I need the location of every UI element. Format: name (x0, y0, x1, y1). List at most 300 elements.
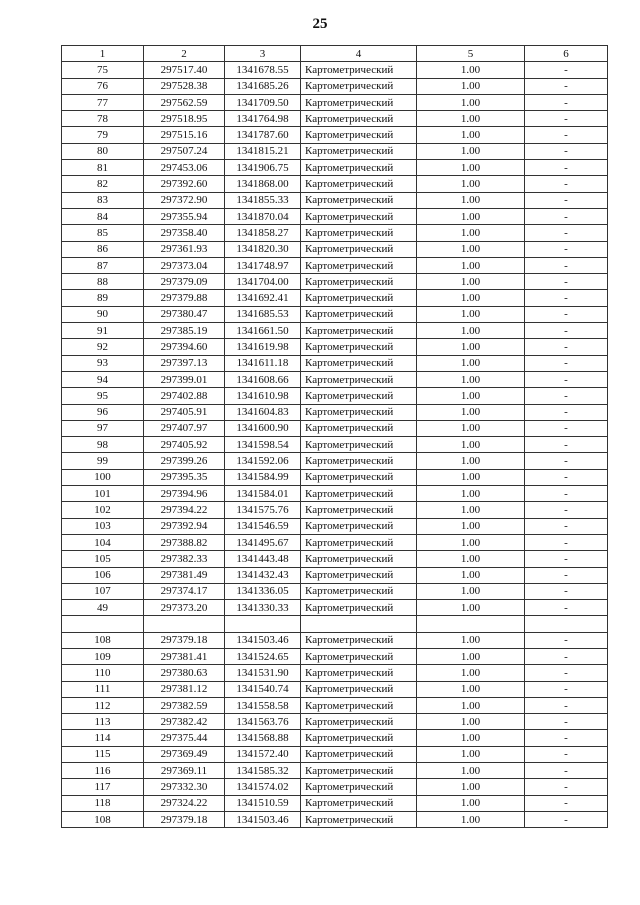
note-cell: - (525, 78, 608, 94)
x-coordinate-cell: 297373.04 (144, 257, 225, 273)
note-cell: - (525, 323, 608, 339)
x-coordinate-cell: 297382.33 (144, 551, 225, 567)
table-row (62, 632, 608, 648)
note-cell: - (525, 518, 608, 534)
x-coordinate-cell: 297397.13 (144, 355, 225, 371)
point-number-cell: 112 (62, 697, 144, 713)
point-number-cell: 95 (62, 388, 144, 404)
method-cell: Картометрический (301, 420, 417, 436)
point-number-cell: 117 (62, 779, 144, 795)
y-coordinate-cell: 1341568.88 (225, 730, 301, 746)
accuracy-cell: 1.00 (417, 127, 525, 143)
method-cell: Картометрический (301, 518, 417, 534)
accuracy-cell: 1.00 (417, 437, 525, 453)
method-cell (301, 616, 417, 632)
point-number-cell: 101 (62, 486, 144, 502)
y-coordinate-cell: 1341611.18 (225, 355, 301, 371)
method-cell: Картометрический (301, 339, 417, 355)
y-coordinate-cell: 1341503.46 (225, 632, 301, 648)
column-header: 2 (144, 46, 225, 62)
accuracy-cell: 1.00 (417, 388, 525, 404)
note-cell: - (525, 681, 608, 697)
note-cell: - (525, 257, 608, 273)
table-row (62, 290, 608, 306)
accuracy-cell: 1.00 (417, 714, 525, 730)
accuracy-cell: 1.00 (417, 763, 525, 779)
accuracy-cell: 1.00 (417, 290, 525, 306)
y-coordinate-cell: 1341510.59 (225, 795, 301, 811)
y-coordinate-cell: 1341608.66 (225, 371, 301, 387)
x-coordinate-cell: 297405.92 (144, 437, 225, 453)
table-row (62, 274, 608, 290)
method-cell: Картометрический (301, 583, 417, 599)
accuracy-cell: 1.00 (417, 486, 525, 502)
accuracy-cell: 1.00 (417, 502, 525, 518)
method-cell: Картометрический (301, 290, 417, 306)
note-cell: - (525, 62, 608, 78)
method-cell: Картометрический (301, 648, 417, 664)
x-coordinate-cell: 297394.60 (144, 339, 225, 355)
note-cell: - (525, 420, 608, 436)
accuracy-cell: 1.00 (417, 78, 525, 94)
y-coordinate-cell: 1341685.26 (225, 78, 301, 94)
point-number-cell: 104 (62, 534, 144, 550)
y-coordinate-cell: 1341495.67 (225, 534, 301, 550)
table-row (62, 779, 608, 795)
x-coordinate-cell: 297380.63 (144, 665, 225, 681)
accuracy-cell: 1.00 (417, 648, 525, 664)
accuracy-cell: 1.00 (417, 632, 525, 648)
method-cell: Картометрический (301, 763, 417, 779)
x-coordinate-cell: 297381.12 (144, 681, 225, 697)
point-number-cell: 79 (62, 127, 144, 143)
point-number-cell: 82 (62, 176, 144, 192)
y-coordinate-cell: 1341600.90 (225, 420, 301, 436)
accuracy-cell: 1.00 (417, 323, 525, 339)
accuracy-cell: 1.00 (417, 274, 525, 290)
table-row (62, 665, 608, 681)
point-number-cell: 85 (62, 225, 144, 241)
method-cell: Картометрический (301, 323, 417, 339)
x-coordinate-cell: 297399.01 (144, 371, 225, 387)
method-cell: Картометрический (301, 795, 417, 811)
table-row (62, 763, 608, 779)
point-number-cell: 80 (62, 143, 144, 159)
note-cell: - (525, 111, 608, 127)
x-coordinate-cell: 297375.44 (144, 730, 225, 746)
accuracy-cell: 1.00 (417, 339, 525, 355)
x-coordinate-cell: 297374.17 (144, 583, 225, 599)
note-cell: - (525, 665, 608, 681)
method-cell: Картометрический (301, 176, 417, 192)
accuracy-cell (417, 616, 525, 632)
table-row (62, 404, 608, 420)
point-number-cell: 108 (62, 632, 144, 648)
y-coordinate-cell: 1341692.41 (225, 290, 301, 306)
x-coordinate-cell: 297358.40 (144, 225, 225, 241)
point-number-cell: 94 (62, 371, 144, 387)
y-coordinate-cell: 1341563.76 (225, 714, 301, 730)
point-number-cell: 106 (62, 567, 144, 583)
note-cell: - (525, 730, 608, 746)
table-row (62, 355, 608, 371)
accuracy-cell: 1.00 (417, 453, 525, 469)
note-cell: - (525, 143, 608, 159)
point-number-cell: 78 (62, 111, 144, 127)
note-cell: - (525, 388, 608, 404)
accuracy-cell: 1.00 (417, 600, 525, 616)
note-cell: - (525, 714, 608, 730)
accuracy-cell: 1.00 (417, 111, 525, 127)
point-number-cell: 92 (62, 339, 144, 355)
x-coordinate-cell: 297369.11 (144, 763, 225, 779)
accuracy-cell: 1.00 (417, 94, 525, 110)
table-row (62, 257, 608, 273)
note-cell: - (525, 486, 608, 502)
table-row (62, 160, 608, 176)
method-cell: Картометрический (301, 453, 417, 469)
y-coordinate-cell: 1341598.54 (225, 437, 301, 453)
y-coordinate-cell: 1341787.60 (225, 127, 301, 143)
y-coordinate-cell: 1341432.43 (225, 567, 301, 583)
column-header: 6 (525, 46, 608, 62)
x-coordinate-cell: 297373.20 (144, 600, 225, 616)
note-cell: - (525, 192, 608, 208)
point-number-cell: 83 (62, 192, 144, 208)
note-cell: - (525, 600, 608, 616)
page-number: 25 (312, 16, 328, 32)
x-coordinate-cell: 297407.97 (144, 420, 225, 436)
y-coordinate-cell: 1341748.97 (225, 257, 301, 273)
point-number-cell: 90 (62, 306, 144, 322)
method-cell: Картометрический (301, 730, 417, 746)
point-number-cell: 116 (62, 763, 144, 779)
y-coordinate-cell: 1341661.50 (225, 323, 301, 339)
note-cell: - (525, 746, 608, 762)
x-coordinate-cell: 297388.82 (144, 534, 225, 550)
x-coordinate-cell (144, 616, 225, 632)
table-row (62, 469, 608, 485)
y-coordinate-cell: 1341572.40 (225, 746, 301, 762)
x-coordinate-cell: 297369.49 (144, 746, 225, 762)
y-coordinate-cell: 1341855.33 (225, 192, 301, 208)
accuracy-cell: 1.00 (417, 518, 525, 534)
x-coordinate-cell: 297381.49 (144, 567, 225, 583)
note-cell: - (525, 567, 608, 583)
note-cell: - (525, 225, 608, 241)
accuracy-cell: 1.00 (417, 257, 525, 273)
point-number-cell: 93 (62, 355, 144, 371)
note-cell: - (525, 763, 608, 779)
table-row (62, 600, 608, 616)
table-row (62, 371, 608, 387)
x-coordinate-cell: 297332.30 (144, 779, 225, 795)
table-row (62, 681, 608, 697)
accuracy-cell: 1.00 (417, 143, 525, 159)
method-cell: Картометрический (301, 62, 417, 78)
x-coordinate-cell: 297381.41 (144, 648, 225, 664)
method-cell: Картометрический (301, 241, 417, 257)
note-cell: - (525, 339, 608, 355)
y-coordinate-cell: 1341503.46 (225, 811, 301, 827)
y-coordinate-cell: 1341815.21 (225, 143, 301, 159)
method-cell: Картометрический (301, 355, 417, 371)
table-row (62, 518, 608, 534)
point-number-cell: 98 (62, 437, 144, 453)
table-row (62, 811, 608, 827)
x-coordinate-cell: 297394.22 (144, 502, 225, 518)
method-cell: Картометрический (301, 665, 417, 681)
x-coordinate-cell: 297372.90 (144, 192, 225, 208)
y-coordinate-cell: 1341906.75 (225, 160, 301, 176)
column-header: 1 (62, 46, 144, 62)
table-row (62, 241, 608, 257)
y-coordinate-cell: 1341540.74 (225, 681, 301, 697)
note-cell: - (525, 290, 608, 306)
table-row (62, 306, 608, 322)
x-coordinate-cell: 297382.59 (144, 697, 225, 713)
table-row (62, 795, 608, 811)
table-row (62, 551, 608, 567)
accuracy-cell: 1.00 (417, 192, 525, 208)
method-cell: Картометрический (301, 192, 417, 208)
table-row (62, 111, 608, 127)
note-cell: - (525, 697, 608, 713)
note-cell: - (525, 551, 608, 567)
coordinates-table (61, 45, 608, 828)
method-cell: Картометрический (301, 697, 417, 713)
point-number-cell: 97 (62, 420, 144, 436)
method-cell: Картометрический (301, 143, 417, 159)
method-cell: Картометрический (301, 404, 417, 420)
header-row (62, 46, 608, 62)
x-coordinate-cell: 297399.26 (144, 453, 225, 469)
note-cell: - (525, 811, 608, 827)
method-cell: Картометрический (301, 78, 417, 94)
method-cell: Картометрический (301, 274, 417, 290)
note-cell: - (525, 241, 608, 257)
table-row (62, 437, 608, 453)
point-number-cell: 75 (62, 62, 144, 78)
method-cell: Картометрический (301, 714, 417, 730)
y-coordinate-cell: 1341330.33 (225, 600, 301, 616)
y-coordinate-cell: 1341709.50 (225, 94, 301, 110)
note-cell: - (525, 371, 608, 387)
note-cell: - (525, 502, 608, 518)
point-number-cell: 77 (62, 94, 144, 110)
point-number-cell: 99 (62, 453, 144, 469)
y-coordinate-cell: 1341575.76 (225, 502, 301, 518)
method-cell: Картометрический (301, 632, 417, 648)
column-header: 3 (225, 46, 301, 62)
point-number-cell: 84 (62, 208, 144, 224)
y-coordinate-cell: 1341584.99 (225, 469, 301, 485)
y-coordinate-cell: 1341610.98 (225, 388, 301, 404)
point-number-cell: 100 (62, 469, 144, 485)
y-coordinate-cell: 1341820.30 (225, 241, 301, 257)
method-cell: Картометрический (301, 534, 417, 550)
point-number-cell: 115 (62, 746, 144, 762)
note-cell: - (525, 274, 608, 290)
point-number-cell: 114 (62, 730, 144, 746)
method-cell: Картометрический (301, 127, 417, 143)
table-row (62, 730, 608, 746)
method-cell: Картометрический (301, 779, 417, 795)
note-cell (525, 616, 608, 632)
table-row (62, 583, 608, 599)
point-number-cell: 103 (62, 518, 144, 534)
note-cell: - (525, 583, 608, 599)
column-header: 4 (301, 46, 417, 62)
note-cell: - (525, 534, 608, 550)
point-number-cell: 49 (62, 600, 144, 616)
method-cell: Картометрический (301, 306, 417, 322)
table-row (62, 388, 608, 404)
y-coordinate-cell: 1341764.98 (225, 111, 301, 127)
x-coordinate-cell: 297395.35 (144, 469, 225, 485)
y-coordinate-cell: 1341524.65 (225, 648, 301, 664)
note-cell: - (525, 306, 608, 322)
x-coordinate-cell: 297402.88 (144, 388, 225, 404)
table-row (62, 127, 608, 143)
table-row (62, 323, 608, 339)
method-cell: Картометрический (301, 600, 417, 616)
table-row (62, 746, 608, 762)
y-coordinate-cell: 1341685.53 (225, 306, 301, 322)
point-number-cell: 109 (62, 648, 144, 664)
y-coordinate-cell: 1341574.02 (225, 779, 301, 795)
x-coordinate-cell: 297528.38 (144, 78, 225, 94)
point-number-cell: 76 (62, 78, 144, 94)
x-coordinate-cell: 297379.18 (144, 632, 225, 648)
point-number-cell: 96 (62, 404, 144, 420)
accuracy-cell: 1.00 (417, 176, 525, 192)
method-cell: Картометрический (301, 388, 417, 404)
x-coordinate-cell: 297324.22 (144, 795, 225, 811)
table-body (62, 62, 608, 828)
accuracy-cell: 1.00 (417, 730, 525, 746)
note-cell: - (525, 469, 608, 485)
x-coordinate-cell: 297385.19 (144, 323, 225, 339)
table-row (62, 453, 608, 469)
point-number-cell: 91 (62, 323, 144, 339)
point-number-cell: 81 (62, 160, 144, 176)
accuracy-cell: 1.00 (417, 62, 525, 78)
note-cell: - (525, 176, 608, 192)
x-coordinate-cell: 297453.06 (144, 160, 225, 176)
note-cell: - (525, 632, 608, 648)
y-coordinate-cell: 1341619.98 (225, 339, 301, 355)
method-cell: Картометрический (301, 208, 417, 224)
accuracy-cell: 1.00 (417, 306, 525, 322)
accuracy-cell: 1.00 (417, 404, 525, 420)
accuracy-cell: 1.00 (417, 681, 525, 697)
method-cell: Картометрический (301, 551, 417, 567)
accuracy-cell: 1.00 (417, 795, 525, 811)
accuracy-cell: 1.00 (417, 665, 525, 681)
accuracy-cell: 1.00 (417, 469, 525, 485)
x-coordinate-cell: 297507.24 (144, 143, 225, 159)
point-number-cell: 113 (62, 714, 144, 730)
y-coordinate-cell: 1341868.00 (225, 176, 301, 192)
point-number-cell: 88 (62, 274, 144, 290)
y-coordinate-cell: 1341870.04 (225, 208, 301, 224)
table-row (62, 94, 608, 110)
table-row (62, 567, 608, 583)
note-cell: - (525, 160, 608, 176)
note-cell: - (525, 355, 608, 371)
x-coordinate-cell: 297379.18 (144, 811, 225, 827)
accuracy-cell: 1.00 (417, 746, 525, 762)
accuracy-cell: 1.00 (417, 225, 525, 241)
accuracy-cell: 1.00 (417, 241, 525, 257)
table-row (62, 339, 608, 355)
note-cell: - (525, 795, 608, 811)
x-coordinate-cell: 297392.94 (144, 518, 225, 534)
table-row (62, 62, 608, 78)
x-coordinate-cell: 297355.94 (144, 208, 225, 224)
note-cell: - (525, 648, 608, 664)
accuracy-cell: 1.00 (417, 567, 525, 583)
accuracy-cell: 1.00 (417, 420, 525, 436)
table-row (62, 486, 608, 502)
x-coordinate-cell: 297392.60 (144, 176, 225, 192)
x-coordinate-cell: 297518.95 (144, 111, 225, 127)
y-coordinate-cell: 1341584.01 (225, 486, 301, 502)
x-coordinate-cell: 297379.09 (144, 274, 225, 290)
accuracy-cell: 1.00 (417, 208, 525, 224)
column-header: 5 (417, 46, 525, 62)
method-cell: Картометрический (301, 469, 417, 485)
accuracy-cell: 1.00 (417, 371, 525, 387)
y-coordinate-cell: 1341558.58 (225, 697, 301, 713)
x-coordinate-cell: 297515.16 (144, 127, 225, 143)
table-row (62, 176, 608, 192)
accuracy-cell: 1.00 (417, 160, 525, 176)
point-number-cell: 107 (62, 583, 144, 599)
point-number-cell: 89 (62, 290, 144, 306)
point-number-cell: 105 (62, 551, 144, 567)
table-row (62, 225, 608, 241)
y-coordinate-cell: 1341443.48 (225, 551, 301, 567)
note-cell: - (525, 404, 608, 420)
method-cell: Картометрический (301, 257, 417, 273)
y-coordinate-cell: 1341546.59 (225, 518, 301, 534)
method-cell: Картометрический (301, 681, 417, 697)
table-row (62, 192, 608, 208)
point-number-cell: 111 (62, 681, 144, 697)
point-number-cell: 86 (62, 241, 144, 257)
x-coordinate-cell: 297379.88 (144, 290, 225, 306)
accuracy-cell: 1.00 (417, 697, 525, 713)
accuracy-cell: 1.00 (417, 355, 525, 371)
method-cell: Картометрический (301, 502, 417, 518)
y-coordinate-cell: 1341604.83 (225, 404, 301, 420)
x-coordinate-cell: 297380.47 (144, 306, 225, 322)
point-number-cell: 108 (62, 811, 144, 827)
accuracy-cell: 1.00 (417, 811, 525, 827)
note-cell: - (525, 208, 608, 224)
method-cell: Картометрический (301, 486, 417, 502)
table-header (62, 46, 608, 62)
y-coordinate-cell: 1341592.06 (225, 453, 301, 469)
y-coordinate-cell: 1341336.05 (225, 583, 301, 599)
method-cell: Картометрический (301, 225, 417, 241)
method-cell: Картометрический (301, 437, 417, 453)
accuracy-cell: 1.00 (417, 551, 525, 567)
method-cell: Картометрический (301, 94, 417, 110)
y-coordinate-cell (225, 616, 301, 632)
